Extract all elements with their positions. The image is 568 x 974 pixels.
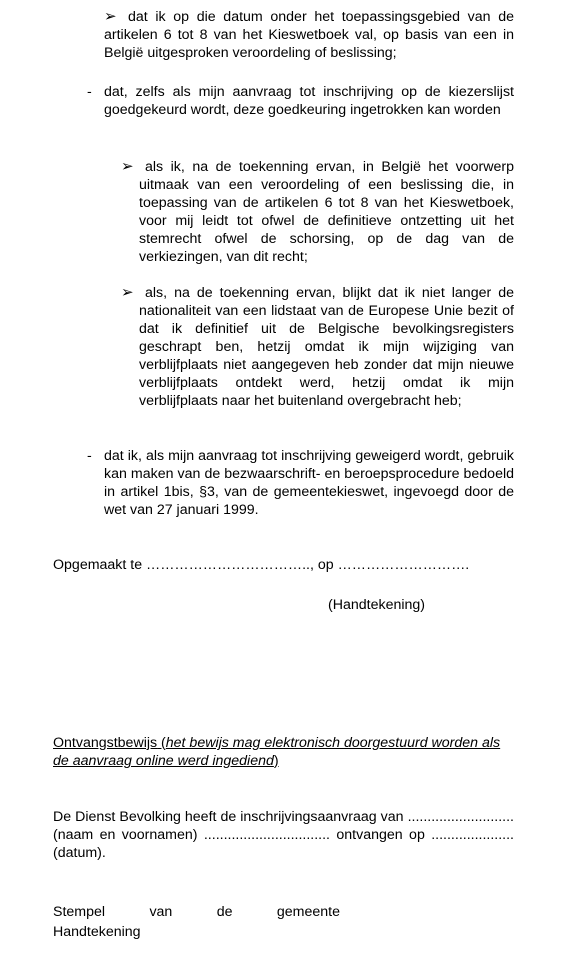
arrow-bullet-2-text: als ik, na de toekenning ervan, in België het voorwerp uitmaak van een veroordeling of een beslissing die, in toepassing van de artikelen 6 tot 8 van het Kieswetboek, voor mij leidt tot ofwel de definitieve ontzetting uit het stemrecht ofwel de schorsing, op de dag van de verkiezingen, van dit recht; (139, 159, 514, 265)
receipt-title: Ontvangstbewijs (53, 735, 158, 751)
dash-item-2 (87, 83, 514, 119)
arrow-bullet-1-text: dat ik op die datum onder het toepassingsgebied van de artikelen 6 tot 8 van het Kieswetboek val, op basis van een in België uitgesproken veroordeling of beslissing; (104, 9, 514, 61)
arrow-bullet-icon: ➢ (121, 158, 134, 175)
dash-item-2-text: dat, zelfs als mijn aanvraag tot inschrijving op de kiezerslijst goedgekeurd wordt, deze goedkeuring ingetrokken kan worden (104, 84, 514, 118)
receipt-paren-close: ) (273, 753, 279, 769)
signature-label: (Handtekening) (328, 597, 426, 613)
arrow-bullet-1 (104, 8, 514, 62)
arrow-bullet-icon: ➢ (121, 284, 134, 301)
opgemaakt-line: Opgemaakt te …………………………….., op ………………………. (53, 557, 470, 573)
arrow-bullet-icon: ➢ (104, 8, 117, 25)
receipt-paren-open: ( (157, 735, 166, 751)
dash-marker: - (87, 448, 92, 464)
arrow-bullet-3 (121, 284, 514, 410)
receipt-note: het bewijs mag elektronisch doorgestuurd worden als de aanvraag online werd ingediend (53, 735, 501, 769)
dash-marker: - (87, 84, 92, 100)
receipt-heading (53, 734, 514, 770)
stamp-label: Stempel van de gemeente (53, 904, 340, 920)
signature-bottom: Handtekening (53, 924, 141, 940)
dash-item-3 (87, 447, 514, 519)
dash-item-3-text: dat ik, als mijn aanvraag tot inschrijving geweigerd wordt, gebruik kan maken van de bezwaarschrift- en beroepsprocedure bedoeld in artikel 1bis, §3, van de gemeentekieswet, ingevoegd door de wet van 27 januari 1999. (104, 448, 514, 518)
arrow-bullet-2 (121, 158, 514, 266)
arrow-bullet-3-text: als, na de toekenning ervan, blijkt dat ik niet langer de nationaliteit van een lidstaat van de Europese Unie bezit of dat ik definitief uit de Belgische bevolkingsregisters geschrapt ben, hetzij omdat ik mijn wijziging van verblijfplaats niet aangegeven heb zonder dat mijn nieuwe verblijfplaats ontdekt werd, hetzij omdat ik mijn verblijfplaats naar het buitenland overgebracht heb; (139, 285, 514, 409)
receipt-body: De Dienst Bevolking heeft de inschrijvingsaanvraag van ........................... (naam en voornamen) ................................ ontvangen op ..................... (datum). (53, 809, 514, 861)
